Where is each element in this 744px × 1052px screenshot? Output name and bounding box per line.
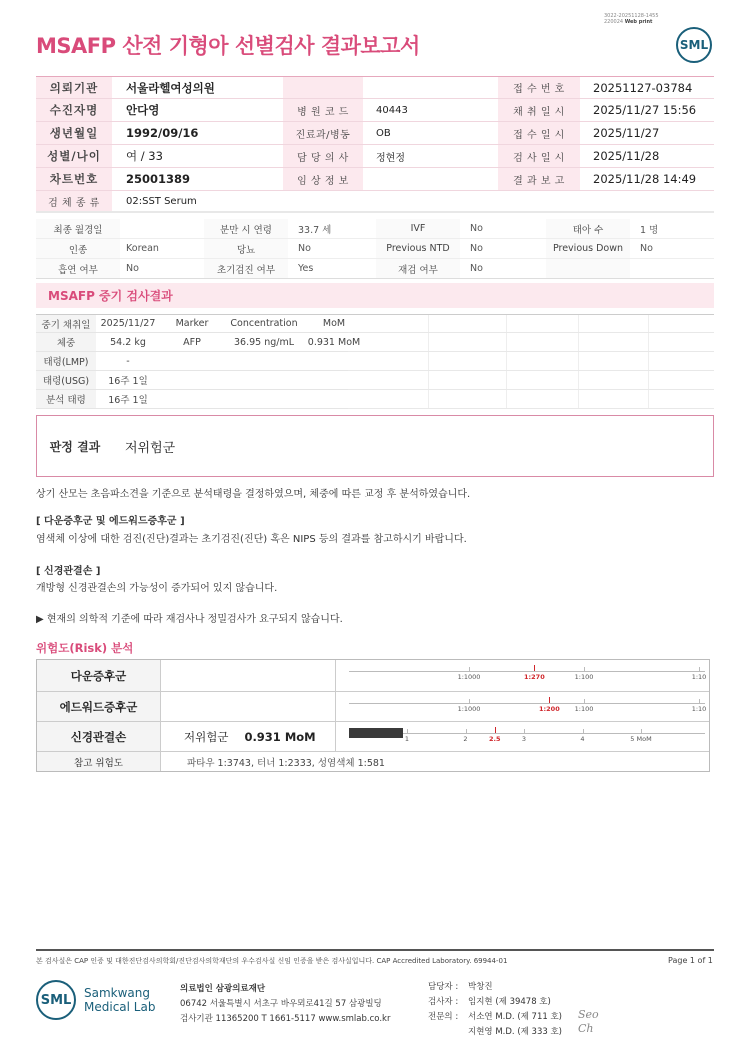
footer-divider [36,949,714,951]
scale-tick-label: 5 MoM [630,735,652,743]
signature-1: Seo [578,1008,599,1021]
col-sep [506,315,507,332]
scale-line [349,671,705,672]
risk-table [36,659,710,772]
col-sep [506,333,507,351]
scale-tick [466,729,467,733]
info-label: 검 사 일 시 [498,145,580,167]
scale-tick [495,727,496,733]
col-sep [578,315,579,332]
mom-bar [349,728,403,738]
scale-tick-label: 1:1000 [457,673,481,681]
clinical-label: Previous NTD [376,239,460,258]
page-number: Page 1 of 1 [668,956,713,965]
staff-value: 임지현 (제 39478 호) [468,997,551,1007]
col-sep [648,390,649,408]
scale-tick-label: 3 [521,735,527,743]
info-row-specimen [36,191,714,213]
risk-scale-edwards [349,692,705,721]
marker-cell: 2025/11/27 [100,318,156,329]
marker-empty-row [348,352,714,371]
clinical-value: 1 명 [640,224,659,236]
info-value: 20251127-03784 [593,80,693,95]
marker-cell: 분석 태령 [36,390,96,408]
marker-cell [226,390,302,408]
scale-tick [534,665,535,671]
clinical-value: No [470,243,483,254]
judgement-value: 저위험군 [125,440,176,456]
note-recommend: ▶ 현재의 의학적 기준에 따라 재검사나 정밀검사가 요구되지 않습니다. [36,614,343,625]
info-row [36,168,714,191]
staff-value: 박창진 [468,982,493,992]
info-value: 정현정 [376,152,405,164]
col-sep [578,333,579,351]
marker-cell: 중기 채취일 [36,315,96,332]
risk-label-ntd: 신경관결손 [37,722,161,751]
note-ntd-text: 개방형 신경관결손의 가능성이 증가되어 있지 않습니다. [36,583,278,594]
marker-cell: Marker [175,318,209,329]
staff-row [428,995,562,1010]
note-line1: 상기 산모는 초음파소견을 기준으로 분석태령을 결정하였으며, 체중에 따른 교정 후 분석하였습니다. [36,489,471,500]
scale-tick-label: 4 [580,735,585,743]
ntd-result: 저위험군 [184,729,229,744]
info-value: 25001389 [126,172,191,186]
specimen-label: 검 체 종 류 [36,191,112,211]
info-label: 의뢰기관 [36,77,112,98]
signature [578,1008,599,1036]
staff-value: 지현영 M.D. (제 333 호) [468,1027,563,1037]
clinical-value: Korean [126,243,159,254]
col-sep [506,390,507,408]
info-value [364,168,376,190]
marker-cell: 16주 1일 [108,395,148,406]
risk-scale-ntd [349,722,705,751]
clinical-value: No [640,243,653,254]
scale-tick [699,667,700,671]
marker-cell: - [126,355,130,367]
info-label: 담 당 의 사 [283,145,363,167]
col-sep [578,371,579,389]
marker-cell [226,371,302,389]
footer-brand [84,986,155,1014]
risk-label-edwards: 에드워드증후군 [37,692,161,721]
col-sep [428,371,429,389]
marker-cell: 54.2 kg [110,336,146,348]
org-name: 의료법인 삼광의료재단 [180,984,266,994]
clinical-info-table [36,219,714,279]
scale-tick [641,729,642,733]
scale-tick-label: 1:10 [691,705,707,713]
print-id: 3022-20251128-1455 [604,13,659,19]
scale-tick [469,667,470,671]
clinical-label: 분만 시 연령 [204,219,288,238]
info-value: 40443 [376,104,408,116]
info-value: OB [376,127,391,139]
note-down-text: 염색체 이상에 대한 검진(진단)결과는 초기검진(진단) 혹은 NIPS 등의 결과를 참고하시기 바랍니다. [36,534,467,545]
footer-note: 본 검사실은 CAP 인증 및 대한진단검사의학회/진단검사의학재단의 우수검사실 신임 인증을 받은 검사실입니다. CAP Accredited Laboratory. 69944-01 [36,957,508,965]
marker-cell: 태령(USG) [36,371,96,389]
marker-cell [226,352,302,370]
clinical-value: Yes [298,263,314,274]
marker-cell: 36.95 ng/mL [233,336,294,348]
marker-cell: 체중 [36,333,96,351]
clinical-value: No [470,223,483,234]
scale-tick-label: 1:270 [524,673,545,681]
judgement-box [36,415,714,477]
marker-cell: 태령(LMP) [36,352,96,370]
scale-tick-label: 2 [463,735,468,743]
risk-row-down [37,660,709,692]
footer-logo-icon: SML [36,980,76,1020]
marker-row [36,371,366,390]
col-sep [648,315,649,332]
marker-table-empty [348,314,714,409]
judgement-label: 판정 결과 [49,439,101,454]
signature-2: Ch [578,1022,594,1035]
staff-row [428,1010,562,1025]
marker-cell [160,390,224,408]
info-label [283,77,363,98]
brand-line1: Samkwang [84,986,150,1000]
col-sep [648,371,649,389]
info-value: 2025/11/28 [593,149,660,163]
info-label: 생년월일 [36,122,112,144]
clinical-row [36,219,714,239]
info-label: 수진자명 [36,99,112,121]
info-label: 접 수 일 시 [498,122,580,144]
sml-logo-icon: SML [676,27,712,63]
scale-line [349,703,705,704]
footer-staff [428,980,562,1040]
col-sep [428,352,429,370]
marker-cell [160,352,224,370]
print-label: Web print [624,19,653,25]
marker-empty-row [348,371,714,390]
marker-cell: 16주 1일 [108,376,148,387]
scale-tick-label: 1 [404,735,410,743]
clinical-row [36,239,714,259]
scale-tick [549,697,550,703]
scale-tick-label: 1:10 [691,673,707,681]
clinical-value [120,219,126,238]
info-row [36,122,714,145]
staff-row [428,1025,562,1040]
marker-table [36,314,366,409]
marker-row [36,314,366,333]
info-label: 병 원 코 드 [283,99,363,121]
scale-tick-label: 1:100 [574,673,594,681]
risk-mid-edwards [162,692,336,721]
print-info [604,13,659,25]
scale-tick [524,729,525,733]
scale-tick [584,699,585,703]
info-label: 채 취 일 시 [498,99,580,121]
staff-row [428,980,562,995]
clinical-label: 인종 [36,239,120,258]
clinical-value: No [126,263,139,274]
risk-mid-down [162,660,336,691]
clinical-label: 최종 월경일 [36,219,120,238]
col-sep [506,352,507,370]
clinical-label: 초기검진 여부 [204,259,288,278]
marker-cell: MoM [322,318,346,329]
info-value: 2025/11/27 [593,126,660,140]
note-down-head: [ 다운증후군 및 에드워드증후군 ] [36,516,185,527]
marker-cell: AFP [183,336,201,348]
scale-tick [584,667,585,671]
clinical-value: No [298,243,311,254]
col-sep [506,371,507,389]
risk-mid-ntd [162,722,336,751]
marker-cell [160,371,224,389]
risk-label-down: 다운증후군 [37,660,161,691]
scale-tick [699,699,700,703]
info-value: 2025/11/28 14:49 [593,172,697,186]
clinical-label: 재검 여부 [376,259,460,278]
marker-cell: Concentration [230,318,298,329]
brand-line2: Medical Lab [84,1000,156,1014]
col-sep [428,333,429,351]
col-sep [648,352,649,370]
risk-row-ref [37,752,709,771]
ntd-mom: 0.931 MoM [244,729,316,744]
staff-key [428,1025,468,1040]
footer-org [180,982,390,1027]
info-label: 진료과/병동 [283,122,363,144]
info-value: 안다영 [126,103,160,117]
info-label: 성별/나이 [36,145,112,167]
clinical-value: No [470,263,483,274]
print-code: 220024 [604,19,624,25]
info-value: 서울라헬여성의원 [126,80,215,95]
staff-key: 전문의 : [428,1012,459,1022]
staff-value: 서소연 M.D. (제 711 호) [468,1012,563,1022]
clinical-label: 태아 수 [546,219,630,238]
marker-empty-row [348,314,714,333]
col-sep [428,390,429,408]
clinical-value [634,259,640,278]
info-row [36,145,714,168]
scale-tick-label: 1:200 [539,705,560,713]
specimen-value: 02:SST Serum [126,195,197,207]
risk-row-edwards [37,692,709,722]
info-row [36,99,714,122]
col-sep [428,315,429,332]
marker-empty-row [348,333,714,352]
info-label: 접 수 번 호 [498,77,580,98]
report-title: MSAFP 산전 기형아 선별검사 결과보고서 [36,34,420,58]
clinical-value: 33.7 세 [298,224,332,236]
clinical-label: 흡연 여부 [36,259,120,278]
scale-tick-label: 1:1000 [457,705,481,713]
marker-cell: 0.931 MoM [307,336,361,348]
scale-tick [407,729,408,733]
scale-tick-label: 2.5 [488,735,501,743]
marker-row [36,333,366,352]
info-value: 1992/09/16 [126,126,199,140]
col-sep [578,352,579,370]
info-label: 차트번호 [36,168,112,190]
patient-info-table [36,76,714,213]
section-title: MSAFP 중기 검사결과 [36,283,714,308]
risk-title: 위험도(Risk) 분석 [36,641,134,655]
org-info: 검사기관 11365200 T 1661-5117 www.smlab.co.kr [180,1014,391,1024]
info-label: 결 과 보 고 [498,168,580,190]
marker-row [36,352,366,371]
clinical-row [36,259,714,279]
marker-row [36,390,366,409]
risk-scale-down [349,660,705,691]
org-address: 06742 서울특별시 서초구 바우뫼로41길 57 삼광빌딩 [180,999,382,1009]
clinical-label: 당뇨 [204,239,288,258]
marker-empty-row [348,390,714,409]
note-ntd-head: [ 신경관결손 ] [36,566,101,577]
info-row [36,76,714,99]
risk-ref-label: 참고 위험도 [37,752,161,771]
col-sep [578,390,579,408]
scale-tick-label: 1:100 [574,705,594,713]
info-value: 2025/11/27 15:56 [593,103,697,117]
scale-tick [583,729,584,733]
info-value [364,77,376,98]
clinical-label: IVF [376,219,460,238]
info-label: 임 상 정 보 [283,168,363,190]
staff-key: 검사자 : [428,997,459,1007]
risk-ref-value: 파타우 1:3743, 터너 1:2333, 성염색체 1:581 [187,757,385,769]
scale-tick [469,699,470,703]
col-sep [648,333,649,351]
clinical-label: Previous Down [546,239,630,258]
clinical-label [546,259,630,278]
info-value: 여 / 33 [126,149,163,163]
risk-row-ntd [37,722,709,752]
staff-key: 담당자 : [428,982,459,992]
